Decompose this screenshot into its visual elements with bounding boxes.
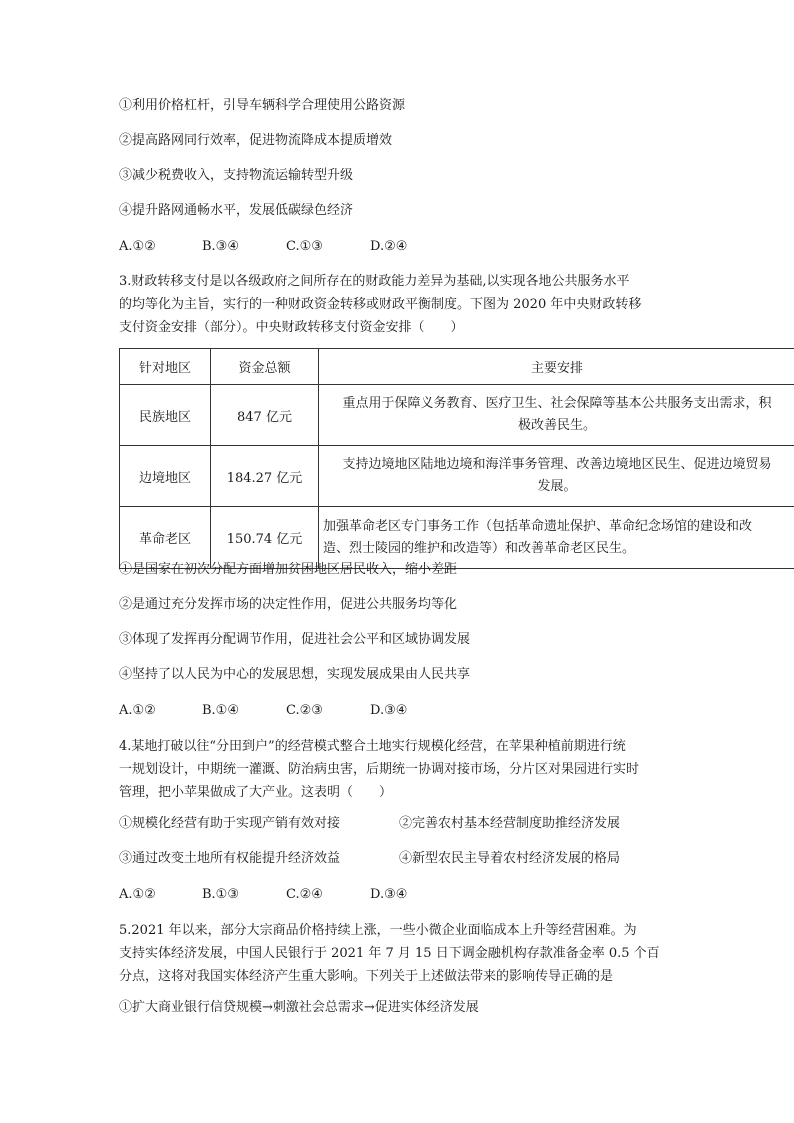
q5-stem-line-2: 支持实体经济发展，中国人民银行于 2021 年 7 月 15 日下调金融机构存款准备金率 0.5 个百 [119,946,660,961]
q4-option-a[interactable]: A.①② [119,887,156,902]
q3-stem-line-3: 支付资金安排（部分）。中央财政转移支付资金安排（ ） [119,320,464,335]
q3-item-4: ④坚持了以人民为中心的发展思想，实现发展成果由人民共享 [119,667,471,682]
q2-item-1: ①利用价格杠杆，引导车辆科学合理使用公路资源 [119,98,406,113]
header-amount: 资金总额 [211,349,319,385]
q5-stem-line-3: 分点，这将对我国实体经济产生重大影响。下列关于上述做法带来的影响传导正确的是 [119,969,614,984]
region-cell: 民族地区 [120,385,211,446]
q4-item-4: ④新型农民主导着农村经济发展的格局 [399,851,621,866]
q4-option-c[interactable]: C.②④ [286,887,323,902]
q2-options [119,238,407,256]
table-row [120,507,794,569]
plan-line: 加强革命老区专门事务工作（包括革命遗址保护、革命纪念场馆的建设和改 [323,518,753,534]
q4-options [119,886,407,904]
plan-line: 支持边境地区陆地边境和海洋事务管理、改善边境地区民生、促进边境贸易 [342,457,772,472]
q2-option-b[interactable]: B.③④ [202,239,239,254]
q3-stem-line-2: 的均等化为主旨，实行的一种财政资金转移或财政平衡制度。下图为 2020 年中央财政转移 [119,297,642,312]
q2-item-2: ②提高路网同行效率，促进物流降成本提质增效 [119,133,393,148]
plan-cell [319,446,794,507]
q2-option-a[interactable]: A.①② [119,239,156,254]
q3-options [119,702,407,720]
q4-stem [119,735,679,804]
q4-stem-line-2: 一规划设计，中期统一灌溉、防治病虫害，后期统一协调对接市场，分片区对果园进行实时 [119,762,640,777]
funding-table [119,348,794,569]
q4-stem-line-1: 4.某地打破以往“分田到户”的经营模式整合土地实行规模化经营，在苹果种植前期进行统 [119,739,626,754]
q3-item-3: ③体现了发挥再分配调节作用，促进社会公平和区域协调发展 [119,632,471,647]
region-cell: 革命老区 [120,507,211,569]
table-row [120,385,794,446]
q3-stem-line-1: 3.财政转移支付是以各级政府之间所存在的财政能力差异为基础,以实现各地公共服务水平 [119,274,630,289]
q4-option-b[interactable]: B.①③ [202,887,239,902]
header-region: 针对地区 [120,349,211,385]
q5-stem [119,919,679,988]
q3-option-c[interactable]: C.②③ [286,703,323,718]
q4-stem-line-3: 管理，把小苹果做成了大产业。这表明（ ） [119,785,393,800]
q4-items-row-2 [119,850,679,868]
q3-option-a[interactable]: A.①② [119,703,156,718]
amount-cell: 184.27 亿元 [211,446,319,507]
plan-line: 重点用于保障义务教育、医疗卫生、社会保障等基本公共服务支出需求，积 [342,396,772,411]
table-row [120,446,794,507]
q2-item-3: ③减少税费收入，支持物流运输转型升级 [119,168,354,183]
plan-line: 发展。 [537,479,577,494]
q4-option-d[interactable]: D.③④ [370,887,408,902]
q2-item-4: ④提升路网通畅水平，发展低碳绿色经济 [119,203,354,218]
q4-item-2: ②完善农村基本经营制度助推经济发展 [399,816,621,831]
region-cell: 边境地区 [120,446,211,507]
q3-option-b[interactable]: B.①④ [202,703,239,718]
q3-option-d[interactable]: D.③④ [370,703,408,718]
q3-stem [119,270,679,339]
q5-stem-line-1: 5.2021 年以来，部分大宗商品价格持续上涨，一些小微企业面临成本上升等经营困难。为 [119,923,637,938]
q5-item-1: ①扩大商业银行信贷规模→刺激社会总需求→促进实体经济发展 [119,1000,479,1015]
header-plan: 主要安排 [319,349,794,385]
q4-item-1: ①规模化经营有助于实现产销有效对接 [119,816,341,831]
q2-option-c[interactable]: C.①③ [286,239,323,254]
amount-cell: 847 亿元 [211,385,319,446]
plan-cell [319,385,794,446]
q2-option-d[interactable]: D.②④ [370,239,408,254]
plan-line: 极改善民生。 [517,418,596,433]
plan-cell [319,507,794,569]
q4-item-3: ③通过改变土地所有权能提升经济效益 [119,851,341,866]
q3-item-1: ①是国家在初次分配方面增加贫困地区居民收入，缩小差距 [119,562,458,577]
q3-item-2: ②是通过充分发挥市场的决定性作用，促进公共服务均等化 [119,597,458,612]
plan-line: 造、烈士陵园的维护和改造等）和改善革命老区民生。 [323,540,636,556]
q4-items-row-1 [119,815,679,833]
amount-cell: 150.74 亿元 [211,507,319,569]
